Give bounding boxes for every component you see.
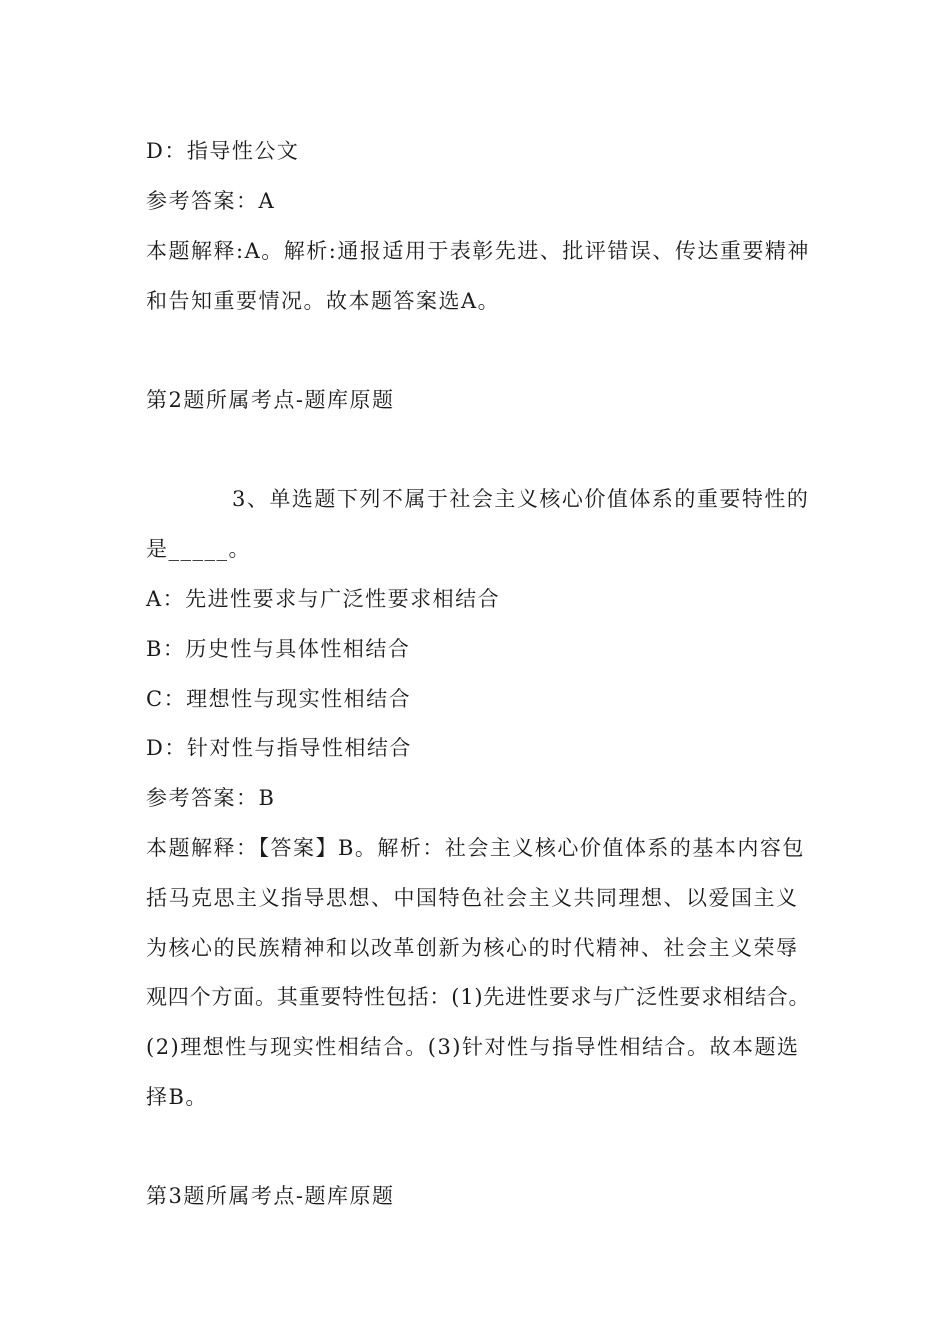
q3-option-d: D：针对性与指导性相结合 xyxy=(146,736,412,760)
q3-stem-line-2: 是_____。 xyxy=(146,537,251,561)
q3-explanation-line-3: 为核心的民族精神和以改革创新为核心的时代精神、社会主义荣辱 xyxy=(146,936,799,960)
q1-answer: 参考答案：A xyxy=(146,189,276,213)
q3-option-c: C：理想性与现实性相结合 xyxy=(146,687,412,711)
q3-stem-line-1: 3、单选题下列不属于社会主义核心价值体系的重要特性的 xyxy=(232,487,810,511)
q3-explanation-line-2: 括马克思主义指导思想、中国特色社会主义共同理想、以爱国主义 xyxy=(146,886,799,910)
q3-option-b: B：历史性与具体性相结合 xyxy=(146,637,411,661)
q1-explanation-line-2: 和告知重要情况。故本题答案选A。 xyxy=(146,289,501,313)
q3-explanation-line-5: (2)理想性与现实性相结合。(3)针对性与指导性相结合。故本题选 xyxy=(146,1035,800,1059)
point-3-heading: 第3题所属考点-题库原题 xyxy=(146,1184,395,1208)
q1-explanation-line-1: 本题解释:A。解析:通报适用于表彰先进、批评错误、传达重要精神 xyxy=(146,239,810,263)
q3-explanation-line-1: 本题解释：【答案】B。解析：社会主义核心价值体系的基本内容包 xyxy=(146,836,805,860)
q3-explanation-line-6: 择B。 xyxy=(146,1085,208,1109)
point-2-heading: 第2题所属考点-题库原题 xyxy=(146,388,395,412)
q3-explanation-line-4: 观四个方面。其重要特性包括：(1)先进性要求与广泛性要求相结合。 xyxy=(146,985,811,1009)
q3-option-a: A：先进性要求与广泛性要求相结合 xyxy=(146,587,501,611)
q3-answer: 参考答案：B xyxy=(146,786,276,810)
q1-option-d: D：指导性公文 xyxy=(146,139,300,163)
